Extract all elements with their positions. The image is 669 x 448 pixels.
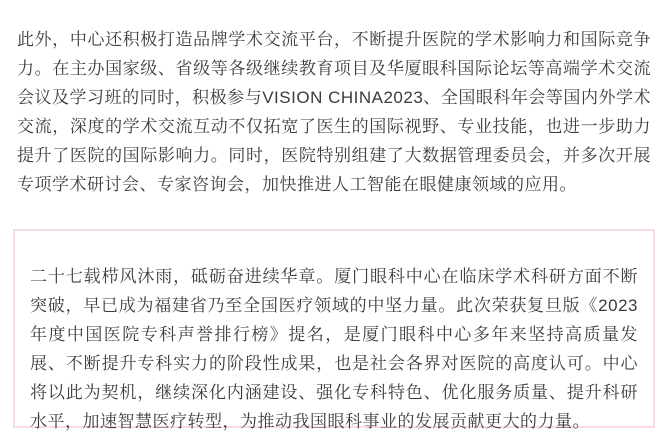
highlight-callout-box (13, 229, 655, 431)
article-paragraph-academic-exchange: 此外，中心还积极打造品牌学术交流平台，不断提升医院的学术影响力和国际竞争力。在主办国家级、省级等各级继续教育项目及华厦眼科国际论坛等高端学术交流会议及学习班的同时，积极参与VISION CHINA2023、全国眼科年会等国内外学术交流，深度的学术交流互动不仅拓宽了医生的国际视野、专业技能，也进一步助力提升了医院的国际影响力。同时，医院特别组建了大数据管理委员会，并多次开展专项学术研讨会、专家咨询会，加快推进人工智能在眼健康领域的应用。 (17, 30, 651, 194)
article-paragraph-conclusion: 二十七载栉风沐雨，砥砺奋进续华章。厦门眼科中心在临床学术科研方面不断突破，早已成为福建省乃至全国医疗领域的中坚力量。此次荣获复旦版《2023年度中国医院专科声誉排行榜》提名，是厦门眼科中心多年来坚持高质量发展、不断提升专科实力的阶段性成果，也是社会各界对医院的高度认可。中心将以此为契机，继续深化内涵建设、强化专科特色、优化服务质量、提升科研水平，加速智慧医疗转型，为推动我国眼科事业的发展贡献更大的力量。 (30, 267, 638, 431)
